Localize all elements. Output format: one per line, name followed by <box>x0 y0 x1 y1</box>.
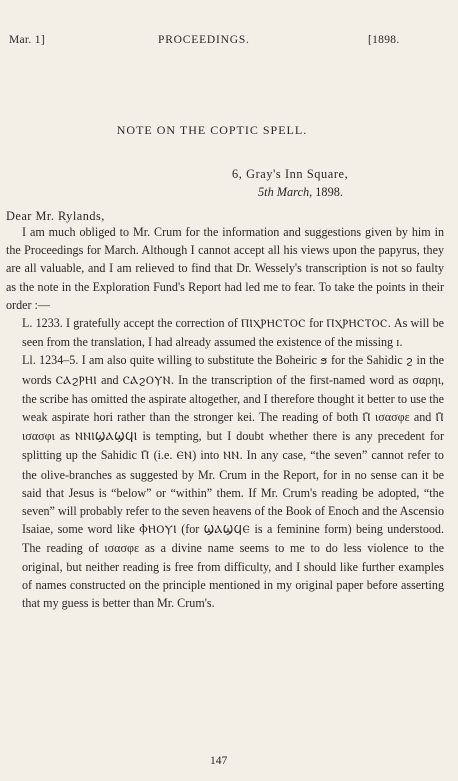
coptic-word: ⲤⲀϩⲞⲨⲚ <box>122 373 171 387</box>
text-run: for the Sahidic <box>330 353 403 368</box>
coptic-word: ⲪⲎⲞⲨⲒ <box>139 523 177 537</box>
text-run: ισασφε and <box>375 410 432 425</box>
text-run: is tempting, but I doubt whether there is any precedent for splitting up the Sahidic <box>22 429 444 463</box>
date-year: , 1898. <box>309 185 343 199</box>
line-reference: Ll. 1234–5. <box>22 353 79 368</box>
address-date <box>258 185 458 200</box>
running-head-year: [1898. <box>368 34 400 46</box>
coptic-word: Ⲡ̄ <box>141 449 150 463</box>
page-number: 147 <box>210 755 228 767</box>
coptic-word: ⲤⲀϩⲢⲎⲒ <box>55 373 97 387</box>
text-run: ) into <box>192 448 220 463</box>
salutation: Dear Mr. Rylands, <box>6 209 105 223</box>
text-run: . As will be seen from the translation, I had already assumed the existence of the missing ɪ. <box>22 316 444 350</box>
coptic-word: ⲠⲬⲢⲎⲤⲦⲞⲤ <box>326 317 388 331</box>
paragraph-lines-1234-5 <box>6 351 444 612</box>
running-head-title: PROCEEDINGS. <box>158 34 250 46</box>
text-run: I am also quite willing to substitute the Boheiric <box>81 353 318 368</box>
text-run: ισασφι as <box>22 429 70 444</box>
coptic-letter: ϧ <box>320 354 328 368</box>
text-run: (for <box>181 522 200 537</box>
text-run: is a feminine form) being understood. The reading of ισασφε as a divine name seems to me to do less violence to the original, but neither reading is free from difficulty, and I should like further examples of names constructed on the principle mentioned in my original paper before asserting that my guess is better than Mr. Crum's. <box>22 522 445 611</box>
coptic-letter: ϩ <box>406 354 414 368</box>
text-run: . In the transcription of the first-named word as σαρηι, the scribe has omitted the aspirate altogether, and I therefore thought it better to use the weak aspirate hori rather than the stronger kei. The reading of both <box>22 372 444 425</box>
text-run: (i.e. <box>153 448 173 463</box>
coptic-word: ⲠⲒⲬⲢⲎⲤⲦⲞⲤ <box>241 317 306 331</box>
text-run: . In any case, “the seven” cannot refer to the olive-branches as suggested by Mr. Crum in the Report, for in no sense can it be said that Jesus is “below” or “within” them. If Mr. Crum's reading be adopted, “the seven” will probably refer to the seven heavens of the Book of Enoch and the Ascensio Isaiae, some word like <box>22 448 444 537</box>
coptic-word: Ⲡ̄ <box>435 411 445 425</box>
text-run: I gratefully accept the correction of <box>66 316 238 331</box>
coptic-word: Ⲡ̄ <box>362 411 371 425</box>
text-run: in the words <box>22 353 445 387</box>
coptic-word: ⲈⲚ <box>176 449 193 463</box>
date-day-month: 5th March <box>258 185 310 199</box>
text-run: and <box>101 372 119 387</box>
running-head <box>0 34 458 50</box>
running-head-date: Mar. 1] <box>9 34 45 46</box>
article-title: NOTE ON THE COPTIC SPELL. <box>116 123 308 137</box>
coptic-word: ⲚⲚ <box>223 449 240 463</box>
text-run: for <box>309 316 324 331</box>
letter-body <box>6 223 444 612</box>
paragraph-line-1233 <box>6 314 444 351</box>
paragraph-intro: I am much obliged to Mr. Crum for the information and suggestions given by him in the Proceedings for March. Although I cannot accept all his views upon the papyrus, they are all valuable, and I am relieved to find that Dr. Wessely's transcription is not so faulty as the note in the Exploration Fund's Report had led me to fear. To take the points in their order :— <box>6 225 444 312</box>
coptic-word: ⲚⲚⲒϢⲀϢϤⲒ <box>75 430 138 444</box>
address-line: 6, Gray's Inn Square, <box>232 167 349 181</box>
line-reference: L. 1233. <box>22 316 63 331</box>
coptic-word: ϢⲀϢϤⲈ <box>203 523 251 537</box>
